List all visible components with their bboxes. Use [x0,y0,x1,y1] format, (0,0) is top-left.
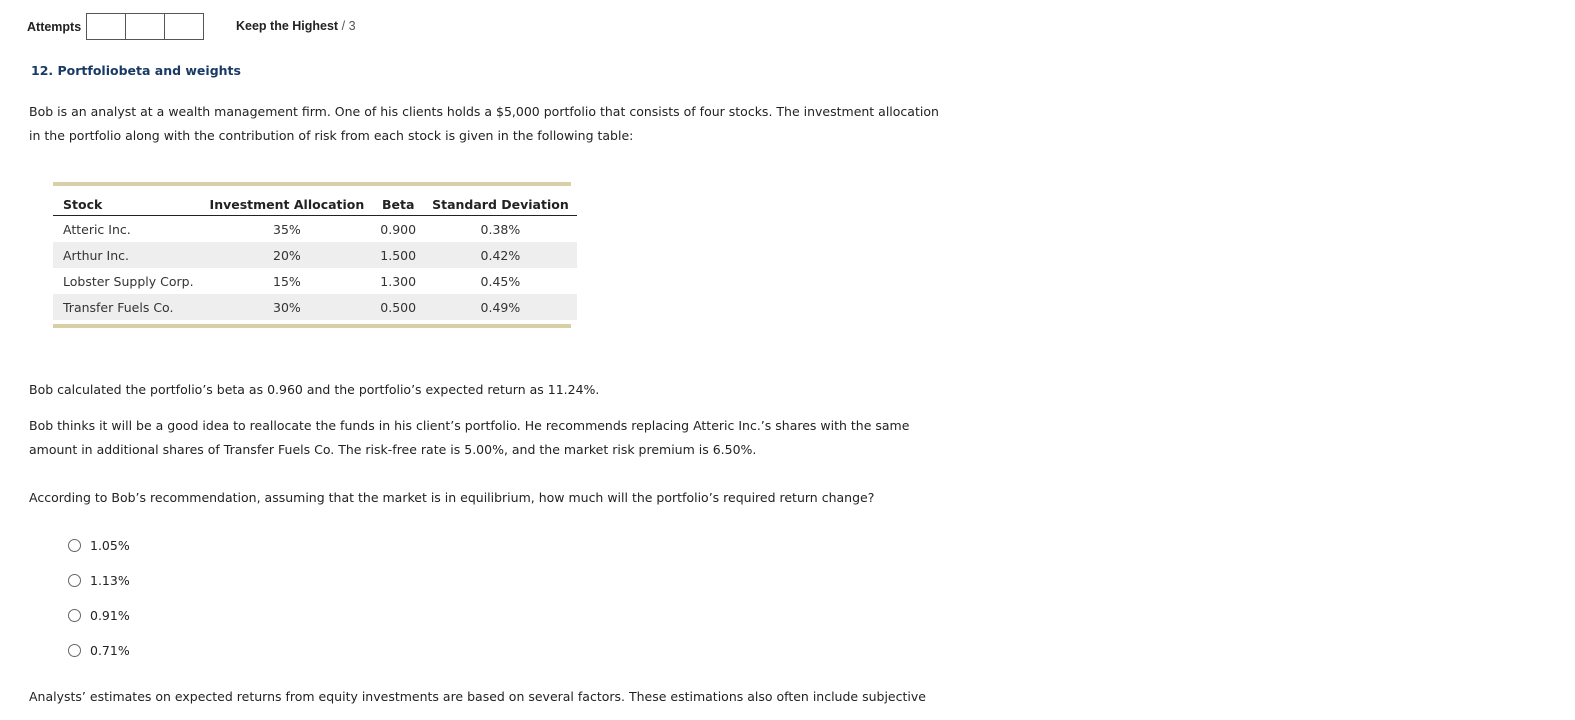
answer-option-4[interactable] [68,633,130,668]
answer-option-3[interactable] [68,598,130,633]
header-allocation: Investment Allocation [202,186,373,216]
cell-stdev: 0.49% [424,294,577,320]
portfolio-table [53,182,571,328]
cell-beta: 1.500 [372,242,424,268]
footer-paragraph: Analysts’ estimates on expected returns from equity investments are based on several factors. These estimations also often include subjective [29,689,926,704]
realloc-line-2: amount in additional shares of Transfer Fuels Co. The risk-free rate is 5.00%, and the market risk premium is 6.50%. [29,442,757,457]
cell-beta: 0.900 [380,221,417,237]
cell-stock: Atteric Inc. [63,221,131,237]
question-title: 12. Portfoliobeta and weights [31,63,241,78]
header-beta: Beta [372,186,424,216]
table-header-row [53,186,577,216]
cell-stock: Lobster Supply Corp. [63,273,194,289]
grading-policy [236,19,356,33]
answer-option-2[interactable] [68,563,130,598]
attempt-box-3 [164,13,204,40]
cell-stdev: 0.42% [424,242,577,268]
table-row [53,242,577,268]
table-row [53,294,577,320]
cell-allocation: 20% [202,242,373,268]
table-spacer [53,320,577,324]
option-label: 0.91% [90,608,130,623]
realloc-paragraph [29,414,909,462]
attempts-bar [27,13,203,40]
cell-stock: Arthur Inc. [53,242,202,268]
intro-paragraph [29,100,939,148]
radio-button[interactable] [68,539,81,552]
keep-highest-label: Keep the Highest [236,19,339,33]
table-row [53,216,577,243]
cell-stdev: 0.38% [480,221,521,237]
realloc-line-1: Bob thinks it will be a good idea to reallocate the funds in his client’s portfolio. He recommends replacing Atteric Inc.’s shares with the same [29,418,910,433]
attempt-boxes [86,13,203,40]
attempts-max: 3 [348,19,356,33]
cell-beta: 0.500 [372,294,424,320]
intro-line-1: Bob is an analyst at a wealth management firm. One of his clients holds a $5,000 portfolio that consists of four stocks. The investment allocation [29,104,939,119]
option-label: 1.13% [90,573,130,588]
answer-option-1[interactable] [68,528,130,563]
attempt-box-2 [125,13,165,40]
question-prompt: According to Bob’s recommendation, assuming that the market is in equilibrium, how much will the portfolio’s required return change? [29,490,875,505]
cell-allocation: 35% [273,221,301,237]
option-label: 0.71% [90,643,130,658]
intro-line-2: in the portfolio along with the contribution of risk from each stock is given in the following table: [29,128,634,143]
attempts-separator: / [341,19,346,33]
table-row [53,268,577,294]
answer-options [68,528,130,668]
attempts-label: Attempts [27,19,82,34]
header-stdev: Standard Deviation [424,186,577,216]
radio-button[interactable] [68,574,81,587]
radio-button[interactable] [68,609,81,622]
cell-beta: 1.300 [380,273,417,289]
header-stock: Stock [53,186,202,216]
attempt-box-1 [86,13,126,40]
cell-allocation: 30% [202,294,373,320]
calc-paragraph: Bob calculated the portfolio’s beta as 0.960 and the portfolio’s expected return as 11.24%. [29,382,600,397]
cell-stock: Transfer Fuels Co. [53,294,202,320]
cell-stdev: 0.45% [480,273,521,289]
cell-allocation: 15% [273,273,301,289]
radio-button[interactable] [68,644,81,657]
option-label: 1.05% [90,538,130,553]
